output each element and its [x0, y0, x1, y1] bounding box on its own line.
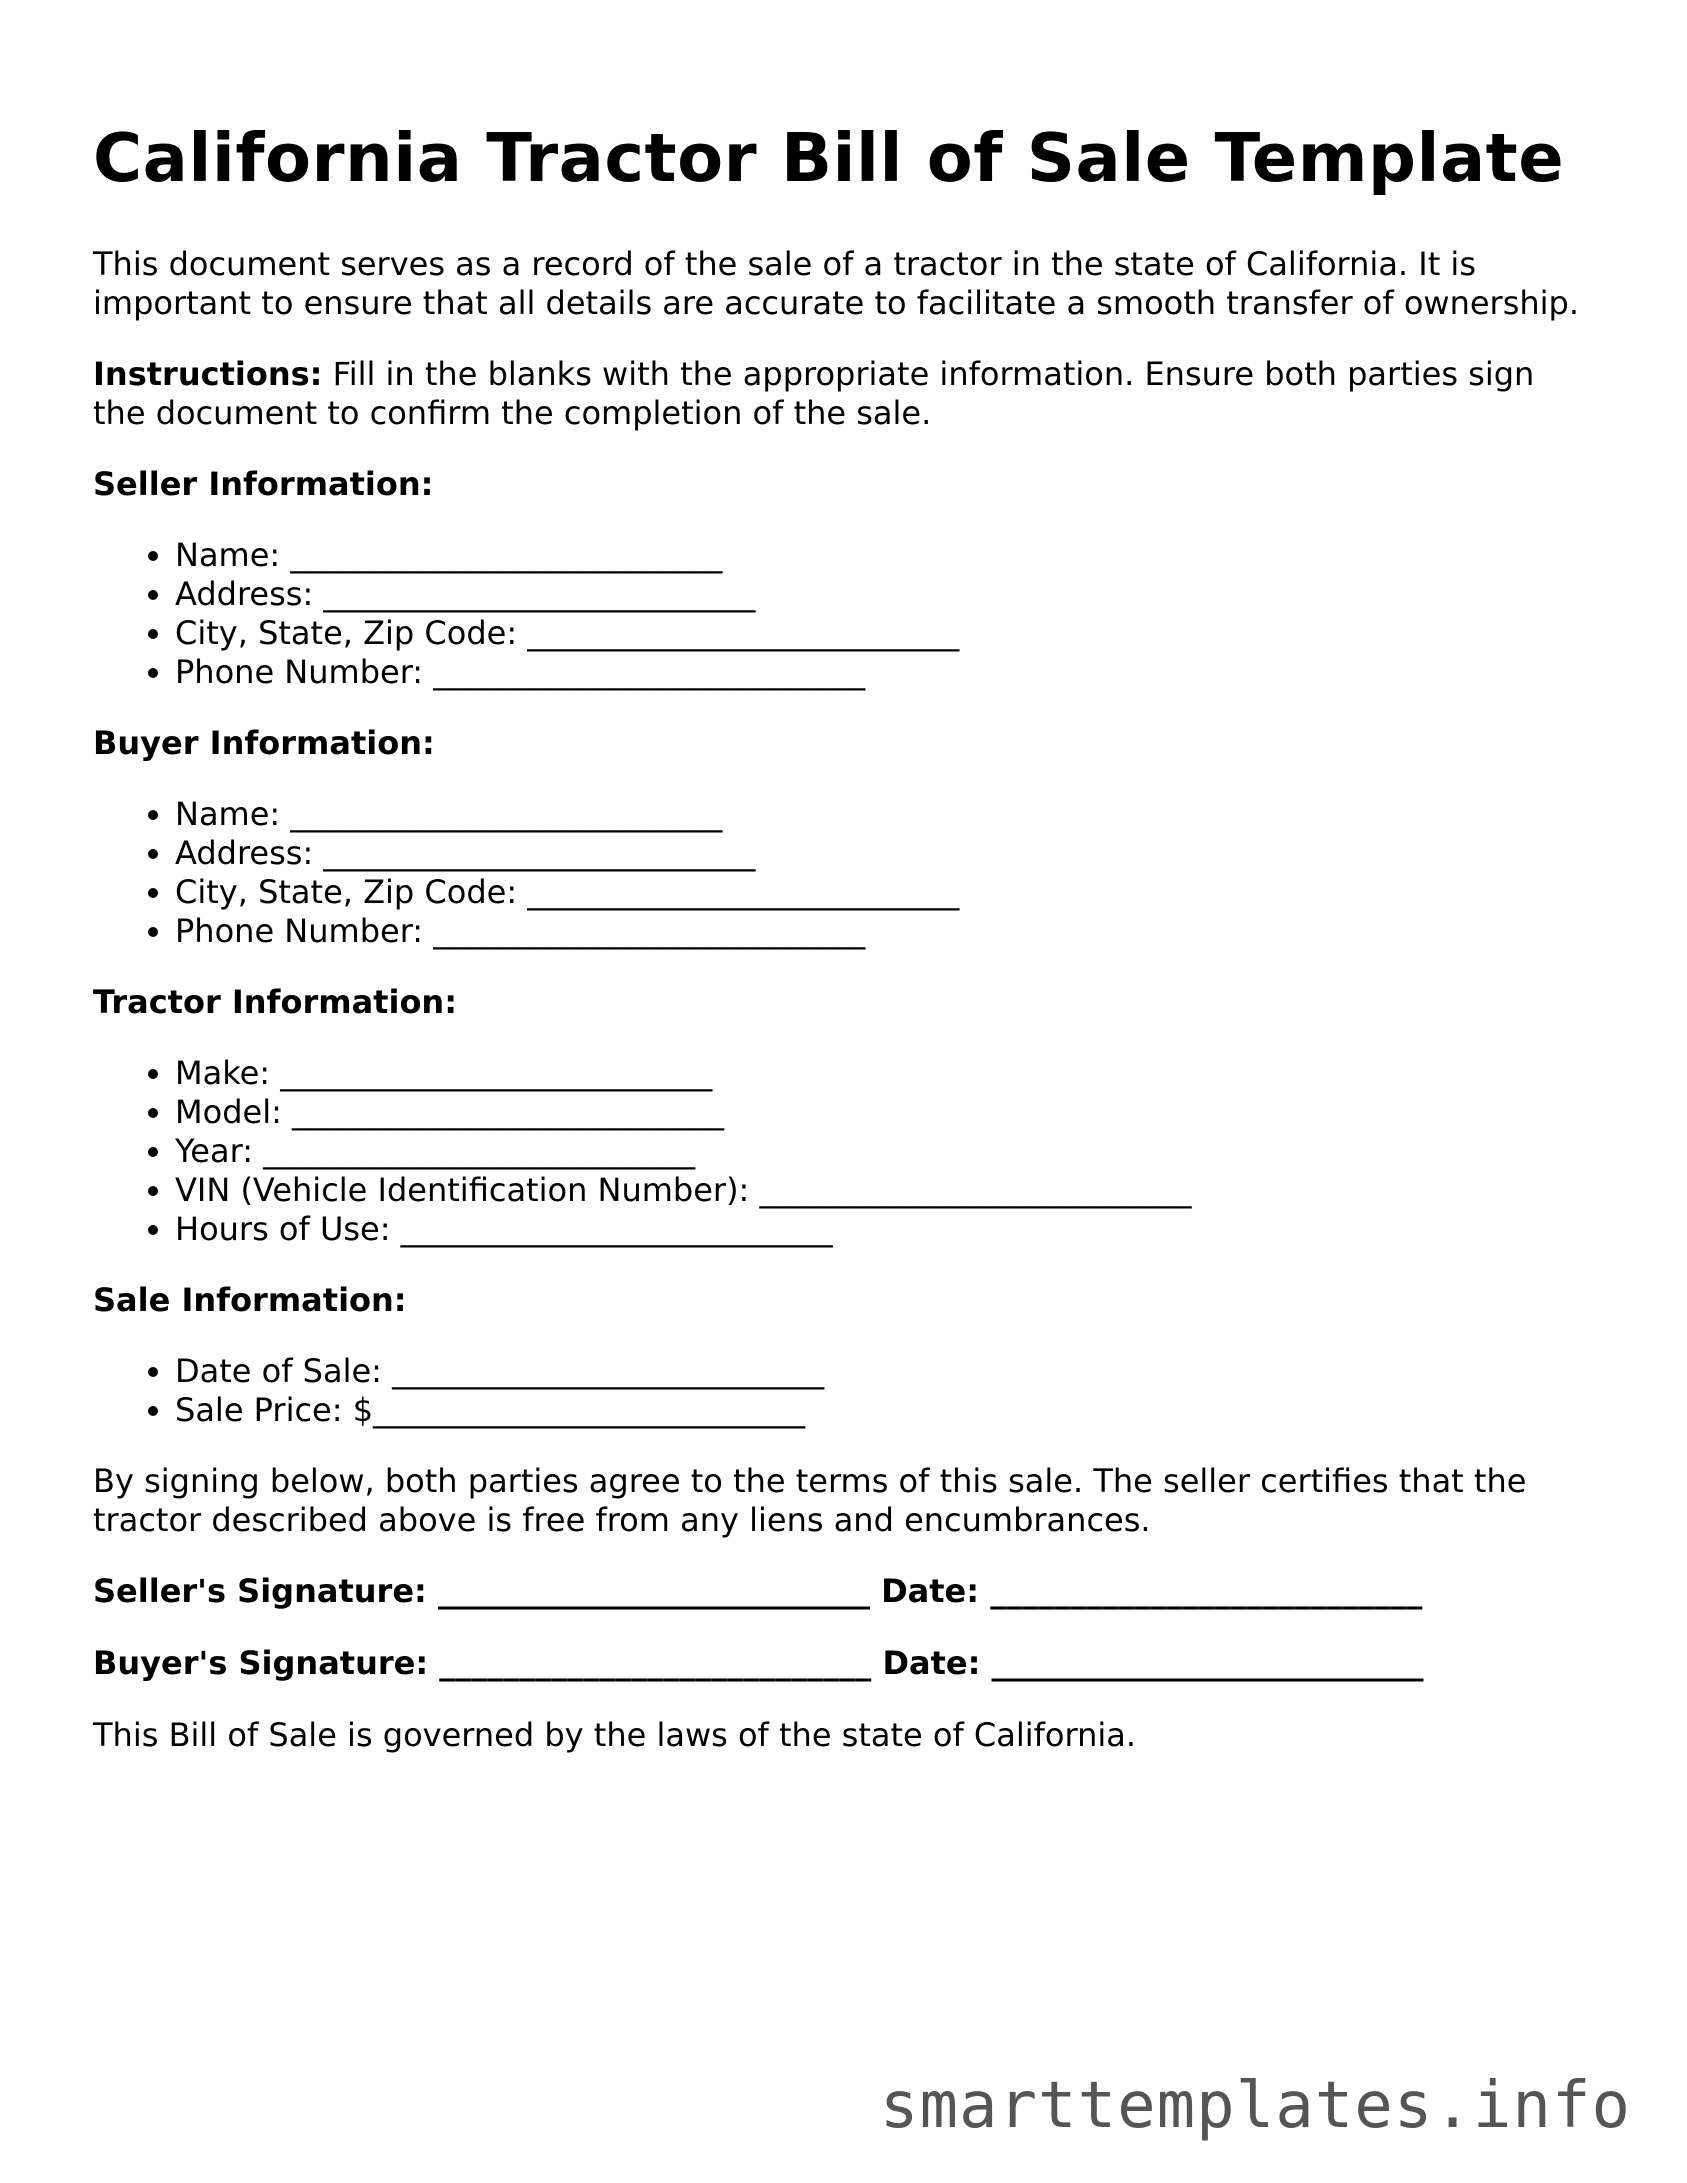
sale-heading: Sale Information:: [93, 1281, 407, 1319]
buyer-signature-line: Buyer's Signature: ___________________________ Date: ___________________________: [93, 1644, 1424, 1682]
instructions-label: Instructions:: [93, 355, 323, 393]
instructions-text: Fill in the blanks with the appropriate information. Ensure both parties sign the document to confirm the completion of the sale.: [93, 355, 1535, 432]
tractor-heading: Tractor Information:: [93, 983, 457, 1021]
tractor-fields-list: [93, 1054, 1593, 1249]
instructions-paragraph: [93, 355, 1593, 433]
seller-phone-field: • Phone Number: ___________________________: [175, 653, 1593, 692]
seller-signature-line: Seller's Signature: ___________________________ Date: ___________________________: [93, 1572, 1423, 1610]
agreement-paragraph: By signing below, both parties agree to the terms of this sale. The seller certifies that the tractor described above is free from any liens and encumbrances.: [93, 1462, 1527, 1539]
buyer-address-field: • Address: ___________________________: [175, 834, 1593, 873]
buyer-city-state-zip-field: • City, State, Zip Code: ___________________________: [175, 873, 1593, 912]
tractor-year-field: • Year: ___________________________: [175, 1132, 1593, 1171]
sale-date-field: • Date of Sale: ___________________________: [175, 1352, 1593, 1391]
governing-law-paragraph: This Bill of Sale is governed by the laws of the state of California.: [93, 1716, 1137, 1754]
buyer-name-field: • Name: ___________________________: [175, 795, 1593, 834]
seller-heading: Seller Information:: [93, 465, 434, 503]
tractor-vin-field: • VIN (Vehicle Identification Number): ___________________________: [175, 1171, 1593, 1210]
tractor-make-field: • Make: ___________________________: [175, 1054, 1593, 1093]
seller-city-state-zip-field: • City, State, Zip Code: ___________________________: [175, 614, 1593, 653]
intro-paragraph: This document serves as a record of the sale of a tractor in the state of California. It is important to ensure that all details are accurate to facilitate a smooth transfer of ownership.: [93, 245, 1580, 322]
sale-fields-list: [93, 1352, 1593, 1430]
buyer-fields-list: [93, 795, 1593, 951]
watermark-text: smarttemplates.info: [879, 2069, 1631, 2143]
buyer-heading: Buyer Information:: [93, 724, 435, 762]
seller-name-field: • Name: ___________________________: [175, 536, 1593, 575]
page-title: California Tractor Bill of Sale Template: [93, 119, 1565, 197]
seller-fields-list: [93, 536, 1593, 692]
tractor-model-field: • Model: ___________________________: [175, 1093, 1593, 1132]
buyer-phone-field: • Phone Number: ___________________________: [175, 912, 1593, 951]
tractor-hours-field: • Hours of Use: ___________________________: [175, 1210, 1593, 1249]
sale-price-field: • Sale Price: $___________________________: [175, 1391, 1593, 1430]
document-page: [93, 118, 1593, 1787]
seller-address-field: • Address: ___________________________: [175, 575, 1593, 614]
